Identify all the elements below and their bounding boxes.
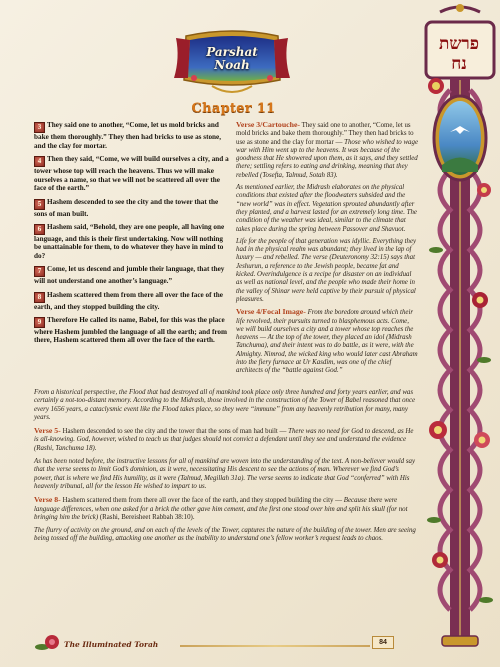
hebrew-parsha-title bbox=[428, 34, 490, 74]
commentary-verse-3 bbox=[236, 121, 418, 180]
verse-text: Hashem descended to see the city and the tower that the sons of man built. bbox=[34, 197, 219, 218]
hebrew-line-1: פרשת bbox=[438, 34, 479, 54]
verse-item bbox=[34, 223, 230, 261]
commentary-text: Those who wished to wage war with Him went up to the heavens. It was because of the goodness that He showered upon them, as it says, and they settled there; settling refers to eating and drinking, meaning that they rebelled (Tosefta, Talmud, Sotah 83). bbox=[236, 138, 419, 179]
decorative-side-border bbox=[420, 0, 500, 667]
commentary-verse-5 bbox=[34, 427, 418, 453]
commentary-text: Hashem scattered them from there all over the face of the earth, and they stopped building the city — bbox=[60, 497, 344, 505]
verse-number-badge: 7 bbox=[34, 266, 45, 277]
verse-number-badge: 4 bbox=[34, 156, 45, 167]
commentary-text: They said one to another, “Come, let us mold bricks and bake them thoroughly.” They then had bricks to use as stone and the clay for mortar — bbox=[236, 122, 414, 146]
commentary-text: There was no need for God to descend, as He is all-knowing. God, however, wished to teach us that judges should not convict a defendant until they see and understand the evidence (Rashi, Tanchuma 18). bbox=[34, 428, 414, 452]
verse-number-badge: 3 bbox=[34, 122, 45, 133]
footer-divider bbox=[180, 645, 370, 647]
verse-item bbox=[34, 265, 230, 286]
parsha-banner bbox=[172, 28, 292, 98]
verse-item bbox=[34, 316, 230, 345]
verse-number-badge: 5 bbox=[34, 199, 45, 210]
verse-number-badge: 8 bbox=[34, 292, 45, 303]
verse-text: Then they said, “Come, we will build ourselves a city, and a tower whose top will reach the heavens. Thus we will make ourselves a name, so that we will not be scattered all over the face of the earth.” bbox=[34, 154, 229, 193]
verse-text: Come, let us descend and jumble their language, that they will not understand one another’s language.” bbox=[34, 265, 225, 286]
commentary-paragraph: As has been noted before, the instructive lessons for all of mankind are woven into the understanding of the text. A non-believer would say that the verse seems to limit God’s dominion, as it were, necessitating His descent to see the actions of man. Wherever we find God’s power, that is where we find His humility, as it were (Talmud, Megillah 31a). The verse seems to indicate that God “conferred” with His heavenly tribunal, all for the lesson He wished to impart to us. bbox=[34, 458, 416, 490]
commentary-column bbox=[236, 121, 418, 380]
commentary-paragraph: From a historical perspective, the Flood that had destroyed all of mankind took place only three hundred and forty years earlier, and was certainly a not-too-distant memory. According to the Midrash, those involved in the construction of the Tower of Babel reasoned that once every 1656 years, a cataclysmic event like the Flood takes place, so they were “immune” from any heavenly retribution for many, many years. bbox=[34, 389, 416, 421]
commentary-paragraph: As mentioned earlier, the Midrash elaborates on the physical conditions that existed after the floodwaters subsided and the “new world” was in effect. Vegetation sprouted abundantly after they planted, and a harvest lasted for an extremely long time. The condition of the weather was ideal, similar to the climate that takes place during the spring between Passover and Shavuot. bbox=[236, 184, 417, 233]
verse-text: They said one to another, “Come, let us mold bricks and bake them thoroughly.” They then had bricks to use as stone, and the clay for mortar. bbox=[34, 121, 222, 150]
commentary-text: Hashem descended to see the city and the tower that the sons of man had built — bbox=[60, 428, 289, 436]
page-number: 84 bbox=[372, 636, 394, 649]
verse-label: Verse 8- bbox=[34, 495, 61, 505]
commentary-text: Because there were language differences, when one asked for a brick the other gave him cement, and the first one stood over him and split his skull (for not bringing him the brick) bbox=[34, 497, 408, 521]
verse-label: Verse 4/Focal Image- bbox=[236, 307, 306, 317]
verse-item bbox=[34, 155, 230, 193]
verse-text: Therefore He called its name, Babel, for this was the place where Hashem jumbled the language of all the earth; and from there, Hashem scattered them all over the face of the earth. bbox=[34, 315, 227, 345]
verse-number-badge: 9 bbox=[34, 317, 45, 328]
vine-border-icon bbox=[420, 0, 500, 667]
verse-number-badge: 6 bbox=[34, 224, 45, 235]
verse-column bbox=[34, 121, 230, 350]
commentary-full-width bbox=[34, 389, 418, 549]
verse-label: Verse 3/Cartouche- bbox=[236, 120, 301, 129]
verse-item bbox=[34, 198, 230, 219]
verse-text: Hashem scattered them from there all over the face of the earth, and they stopped building the city. bbox=[34, 290, 223, 311]
hebrew-line-2: נח bbox=[451, 54, 467, 74]
verse-item bbox=[34, 291, 230, 312]
commentary-paragraph: The flurry of activity on the ground, and on each of the levels of the Tower, captures the nature of the building of the tower. Men are seeing being tossed off the building, attacking one another as the inability to understand one’s fellow worker’s request leads to chaos. bbox=[34, 527, 416, 543]
rose-ornament-icon bbox=[34, 632, 64, 654]
verse-label: Verse 5- bbox=[34, 426, 61, 436]
commentary-citation: (Rashi, Bereisheet Rabbah 38:10). bbox=[98, 513, 195, 521]
chapter-heading: Chapter 11 bbox=[191, 101, 276, 116]
banner-line-1: Parshat bbox=[206, 45, 258, 59]
footer-brand: The Illuminated Torah bbox=[64, 640, 159, 649]
commentary-text: From the boredom around which their life revolved, their pursuits turned to blasphemous acts. Come, we will build ourselves a city and a tower whose top reaches the heavens — At the top of the tower, they placed an idol (Midrash Tanchuma), and their intent was to do battle, as it were, with the Almighty. Nimrod, the wicked king who would later cast Abraham into the fiery furnace at Ur Kasdim, was one of the chief architects of the “battle against God.” bbox=[236, 309, 418, 375]
verse-text: Hashem said, “Behold, they are one people, all having one language, and this is their first undertaking. Now will nothing be unattainable for them, to do whatever they have in mind to do? bbox=[34, 222, 225, 261]
commentary-paragraph: Life for the people of that generation was idyllic. Everything they had in the physical realm was abundant; they lived in the lap of luxury — and rebelled. The verse (Deuteronomy 32:15) says that Jeshurun, a reference to the Jewish people, became fat and kicked. Overindulgence is a recipe for disaster on an individual as well as national level, and the people who made their home in the valley of Shinar were held captive by their pursuit of physical pleasures. bbox=[236, 237, 417, 303]
verse-item bbox=[34, 121, 230, 150]
commentary-verse-8 bbox=[34, 496, 418, 522]
banner-line-2: Noah bbox=[214, 58, 250, 72]
commentary-verse-4 bbox=[236, 308, 418, 375]
